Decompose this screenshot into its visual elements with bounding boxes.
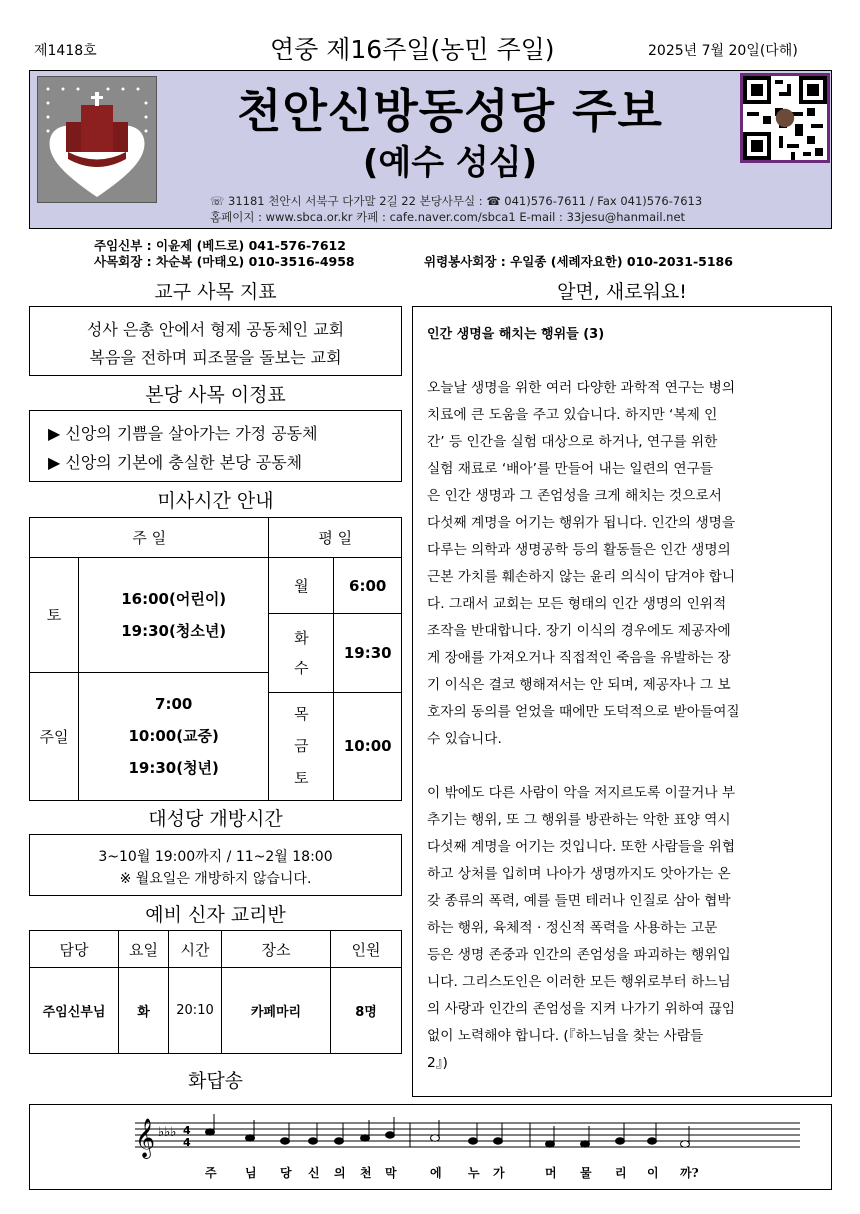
mass-saturday-weekday-label: 토	[294, 769, 309, 788]
svg-text:4: 4	[183, 1136, 191, 1149]
catechism-day: 화	[119, 968, 169, 1054]
note-head	[361, 1135, 370, 1141]
mass-sunday-times	[79, 672, 269, 800]
article-paragraph-1	[427, 375, 827, 753]
article-line: 다. 그래서 교회는 모든 형태의 인간 생명의 인위적	[427, 596, 727, 612]
pastor-contact: 주임신부 : 이윤제 (베드로) 041-576-7612	[94, 238, 346, 253]
parish-goal-box	[29, 410, 402, 482]
article-line: 다루는 의학과 생명공학 등의 활동들은 인간 생명의	[427, 542, 731, 558]
mass-saturday-time-2: 19:30(청소년)	[121, 621, 227, 640]
article-line: 수 있습니다.	[427, 731, 502, 747]
mass-thu-fri-sat-time: 10:00	[334, 692, 402, 800]
article-line: 갖 종류의 폭력, 예를 들면 테러나 인질로 삼아 협박	[427, 893, 731, 909]
article-line: 하고 상처를 입히며 나아가 생명까지도 앗아가는 온	[427, 866, 731, 882]
diocese-goal-line-2: 복음을 전하며 피조물을 돌보는 교회	[89, 348, 342, 367]
catechism-count: 8명	[331, 968, 402, 1054]
catechism-place: 카페마리	[222, 968, 331, 1054]
bulletin-subtitle: (예수 성심)	[362, 143, 538, 183]
flat-signs: ♭♭♭	[158, 1125, 177, 1140]
mass-tue-wed-label	[269, 614, 334, 692]
mass-saturday-label: 토	[30, 558, 79, 672]
mass-sunday-header: 주 일	[30, 518, 269, 558]
mass-thu-fri-sat-label	[269, 692, 334, 800]
church-open-title: 대성당 개방시간	[148, 808, 283, 830]
article-line: 다섯째 계명을 어기는 행위가 됩니다. 인간의 생명을	[427, 515, 736, 531]
diocese-goal-box	[29, 306, 402, 376]
hymn-lyric: 천	[360, 1166, 372, 1180]
note-head	[581, 1141, 590, 1147]
article-line: 의 사랑과 인간의 존엄성을 지켜 나가기 위하여 끊임	[427, 1001, 736, 1017]
article-line: 추기는 행위, 또 그 행위를 방관하는 악한 표양 역시	[427, 812, 731, 828]
church-open-line-1: 3~10월 19:00까지 / 11~2월 18:00	[98, 849, 333, 865]
parish-goal-line-1: ▶ 신앙의 기쁨을 살아가는 가정 공동체	[48, 424, 318, 443]
catechism-header-count: 인원	[331, 931, 402, 968]
article-line: 치료에 큰 도움을 주고 있습니다. 하지만 ‘복제 인	[427, 407, 718, 423]
hymn-lyric: 님	[245, 1166, 257, 1180]
mass-sunday-label: 주일	[30, 672, 79, 800]
parish-logo	[37, 76, 157, 203]
note-head	[431, 1135, 440, 1141]
catechism-header-leader: 담당	[30, 931, 119, 968]
article-line: 간’ 등 인간을 실험 대상으로 하거나, 연구를 위한	[427, 434, 718, 450]
mass-friday-label: 금	[294, 737, 309, 756]
hymn-lyric: 신	[308, 1166, 320, 1180]
mass-monday-label: 월	[269, 558, 334, 614]
hymn-lyric: 누	[468, 1166, 480, 1180]
article-paragraph-2	[427, 780, 827, 1077]
article-line: 게 장애를 가져오거나 직접적인 죽음을 유발하는 장	[427, 650, 731, 666]
parish-address: ☏ 31181 천안시 서북구 다가말 2길 22 본당사무실 : ☎ 041)576-7611 / Fax 041)576-7613	[210, 194, 703, 208]
catechism-header-day: 요일	[119, 931, 169, 968]
parish-web-info: 홈페이지 : www.sbca.or.kr 카페 : cafe.naver.com/sbca1 E-mail : 33jesu@hanmail.net	[210, 210, 686, 224]
mass-monday-time: 6:00	[334, 558, 402, 614]
hymn-lyric: 주	[205, 1166, 217, 1180]
diocese-goal-title: 교구 사목 지표	[154, 281, 277, 303]
svg-text:4: 4	[183, 1124, 191, 1137]
church-open-line-2: ※ 월요일은 개방하지 않습니다.	[119, 871, 312, 887]
note-head	[206, 1129, 215, 1135]
committee-contact: 위령봉사회장 : 우일종 (세례자요한) 010-2031-5186	[424, 254, 733, 269]
article-line: 등은 생명 존중과 인간의 존엄성을 파괴하는 행위입	[427, 947, 731, 963]
article-line: 니다. 그리스도인은 이러한 모든 행위로부터 하느님	[427, 974, 731, 990]
note-head	[494, 1138, 503, 1144]
article-line: 다섯째 계명을 어기는 것입니다. 또한 사람들을 위협	[427, 839, 736, 855]
bulletin-title: 천안신방동성당 주보	[237, 84, 663, 138]
mass-wednesday-label: 수	[294, 658, 309, 677]
hymn-lyric: 막	[385, 1166, 397, 1180]
note-head	[309, 1138, 318, 1144]
hymn-lyric: 머	[545, 1166, 557, 1180]
article-heading: 인간 생명을 해치는 행위들 (3)	[427, 327, 605, 342]
hymn-lyric: 가	[493, 1166, 505, 1180]
mass-sunday-time-1: 7:00	[155, 695, 193, 714]
hymn-score	[29, 1104, 832, 1190]
note-head	[681, 1141, 690, 1147]
hymn-lyric: 까?	[680, 1166, 699, 1180]
music-staff	[30, 1105, 831, 1189]
liturgical-sunday: 연중 제16주일(농민 주일)	[270, 35, 555, 64]
article-line: 근본 가치를 훼손하지 않는 윤리 의식이 담겨야 합니	[427, 569, 736, 585]
church-heart-icon	[38, 77, 156, 202]
article-box	[412, 306, 832, 1097]
article-line: 이 밖에도 다른 사람이 악을 저지르도록 이끌거나 부	[427, 785, 736, 801]
bulletin-date: 2025년 7월 20일(다해)	[648, 43, 798, 59]
article-line: 은 인간 생명과 그 존엄성을 크게 해치는 것으로서	[427, 488, 722, 504]
catechism-header-place: 장소	[222, 931, 331, 968]
mass-tuesday-label: 화	[294, 628, 309, 647]
catechism-table	[29, 930, 402, 1054]
hymn-lyric: 에	[430, 1166, 442, 1180]
mass-tue-wed-time: 19:30	[334, 614, 402, 692]
parish-goal-title: 본당 사목 이정표	[145, 384, 286, 406]
note-head	[546, 1141, 555, 1147]
hymn-lyric: 물	[580, 1166, 592, 1180]
mass-saturday-time-1: 16:00(어린이)	[121, 589, 227, 608]
hymn-lyric: 리	[615, 1166, 627, 1180]
note-head	[469, 1138, 478, 1144]
catechism-title: 예비 신자 교리반	[145, 904, 286, 926]
note-head	[281, 1138, 290, 1144]
note-head	[616, 1138, 625, 1144]
catechism-time: 20:10	[169, 968, 222, 1054]
issue-number: 제1418호	[34, 43, 97, 59]
catechism-leader: 주임신부님	[30, 968, 119, 1054]
note-head	[648, 1138, 657, 1144]
note-head	[335, 1138, 344, 1144]
parish-goal-line-2: ▶ 신앙의 기본에 충실한 본당 공동체	[48, 453, 303, 472]
mass-times-title: 미사시간 안내	[157, 490, 274, 512]
mass-thursday-label: 목	[294, 705, 309, 724]
mass-sunday-time-2: 10:00(교중)	[128, 727, 219, 746]
church-open-box	[29, 834, 402, 896]
article-line: 2』)	[427, 1055, 448, 1071]
article-line: 실험 재료로 ‘배아’를 만들어 내는 일련의 연구들	[427, 461, 714, 477]
treble-clef-icon: 𝄞	[135, 1118, 156, 1158]
article-line: 조작을 반대합니다. 장기 이식의 경우에도 제공자에	[427, 623, 731, 639]
mass-saturday-times	[79, 558, 269, 672]
mass-times-table	[29, 517, 402, 801]
qr-code[interactable]	[740, 73, 830, 163]
article-line: 기 이식은 결코 행해져서는 안 되며, 제공자나 그 보	[427, 677, 731, 693]
note-head	[246, 1135, 255, 1141]
qr-code-icon	[743, 76, 827, 160]
column-title: 알면, 새로워요!	[557, 281, 687, 303]
article-line: 하는 행위, 육체적 · 정신적 폭력을 사용하는 고문	[427, 920, 718, 936]
diocese-goal-line-1: 성사 은총 안에서 형제 공동체인 교회	[86, 320, 345, 339]
council-contact: 사목회장 : 차순복 (마태오) 010-3516-4958	[94, 254, 355, 269]
article-line: 오늘날 생명을 위한 여러 다양한 과학적 연구는 병의	[427, 380, 736, 396]
mass-sunday-time-3: 19:30(청년)	[128, 759, 219, 778]
note-head	[386, 1132, 395, 1138]
catechism-header-time: 시간	[169, 931, 222, 968]
hymn-lyric: 의	[334, 1166, 346, 1180]
hymn-lyric: 당	[280, 1166, 292, 1180]
article-line: 호자의 동의를 얻었을 때에만 도덕적으로 받아들여질	[427, 704, 740, 720]
article-line: 없이 노력해야 합니다. (『하느님을 찾는 사람들	[427, 1028, 704, 1044]
hymn-title: 화답송	[187, 1070, 244, 1092]
mass-weekday-header: 평 일	[269, 518, 402, 558]
hymn-lyric: 이	[647, 1166, 659, 1180]
